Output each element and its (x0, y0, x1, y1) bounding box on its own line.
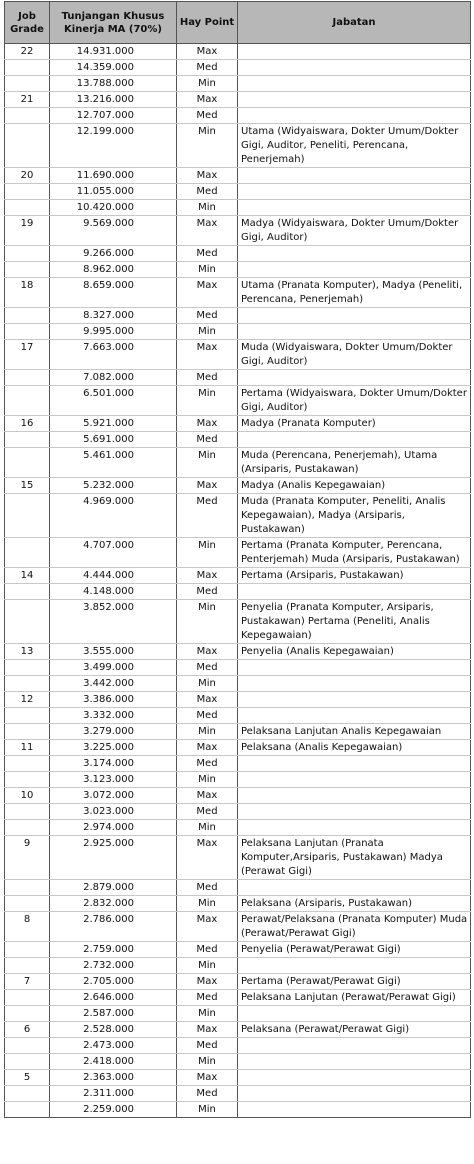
jabatan-cell (238, 200, 471, 216)
jabatan-cell (238, 788, 471, 804)
hay-point-cell: Min (177, 1006, 238, 1022)
hay-point-cell: Med (177, 660, 238, 676)
table-row (5, 836, 471, 880)
jabatan-cell: Utama (Pranata Komputer), Madya (Peneliti, Perencana, Penerjemah) (238, 278, 471, 308)
job-grade-cell (5, 1086, 50, 1102)
jabatan-cell: Pelaksana Lanjutan (Pranata Komputer,Arsiparis, Pustakawan) Madya (Perawat Gigi) (238, 836, 471, 880)
tunjangan-amount-cell: 2.587.000 (50, 1006, 177, 1022)
hay-point-cell: Med (177, 494, 238, 538)
jabatan-cell: Pertama (Perawat/Perawat Gigi) (238, 974, 471, 990)
hay-point-cell: Max (177, 44, 238, 60)
tunjangan-amount-cell: 14.359.000 (50, 60, 177, 76)
job-grade-cell (5, 60, 50, 76)
tunjangan-amount-cell: 3.332.000 (50, 708, 177, 724)
table-row (5, 324, 471, 340)
tunjangan-amount-cell: 3.123.000 (50, 772, 177, 788)
table-row (5, 568, 471, 584)
jabatan-cell (238, 76, 471, 92)
table-row (5, 676, 471, 692)
hay-point-cell: Max (177, 1022, 238, 1038)
job-grade-cell (5, 942, 50, 958)
table-row (5, 1054, 471, 1070)
hay-point-cell: Max (177, 836, 238, 880)
hay-point-cell: Min (177, 262, 238, 278)
table-body (5, 44, 471, 1118)
jabatan-cell (238, 708, 471, 724)
jabatan-cell (238, 692, 471, 708)
hay-point-cell: Max (177, 974, 238, 990)
jabatan-cell (238, 184, 471, 200)
hay-point-cell: Min (177, 1054, 238, 1070)
tunjangan-amount-cell: 3.023.000 (50, 804, 177, 820)
table-row (5, 386, 471, 416)
table-row (5, 1022, 471, 1038)
tunjangan-amount-cell: 2.705.000 (50, 974, 177, 990)
job-grade-cell: 9 (5, 836, 50, 880)
table-row (5, 246, 471, 262)
hay-point-cell: Max (177, 788, 238, 804)
job-grade-cell: 15 (5, 478, 50, 494)
header-tunjangan: Tunjangan Khusus Kinerja MA (70%) (50, 2, 177, 44)
jabatan-cell (238, 772, 471, 788)
job-grade-cell: 14 (5, 568, 50, 584)
table-row (5, 416, 471, 432)
job-grade-cell (5, 246, 50, 262)
job-grade-cell (5, 386, 50, 416)
grade-table-container (4, 1, 470, 1118)
table-row (5, 958, 471, 974)
jabatan-cell (238, 676, 471, 692)
job-grade-cell (5, 756, 50, 772)
table-row (5, 990, 471, 1006)
jabatan-cell: Muda (Pranata Komputer, Peneliti, Analis Kepegawaian), Madya (Arsiparis, Pustakawan) (238, 494, 471, 538)
job-grade-cell (5, 108, 50, 124)
table-row (5, 724, 471, 740)
tunjangan-amount-cell: 12.199.000 (50, 124, 177, 168)
hay-point-cell: Med (177, 756, 238, 772)
tunjangan-amount-cell: 3.072.000 (50, 788, 177, 804)
hay-point-cell: Min (177, 124, 238, 168)
hay-point-cell: Med (177, 184, 238, 200)
jabatan-cell (238, 880, 471, 896)
hay-point-cell: Med (177, 880, 238, 896)
job-grade-cell (5, 76, 50, 92)
job-grade-cell (5, 584, 50, 600)
tunjangan-amount-cell: 8.659.000 (50, 278, 177, 308)
jabatan-cell (238, 958, 471, 974)
job-grade-cell (5, 538, 50, 568)
jabatan-cell (238, 92, 471, 108)
jabatan-cell: Pelaksana Lanjutan Analis Kepegawaian (238, 724, 471, 740)
jabatan-cell (238, 60, 471, 76)
jabatan-cell (238, 370, 471, 386)
job-grade-cell (5, 370, 50, 386)
table-row (5, 494, 471, 538)
tunjangan-amount-cell: 6.501.000 (50, 386, 177, 416)
job-grade-cell: 18 (5, 278, 50, 308)
job-grade-cell: 20 (5, 168, 50, 184)
tunjangan-amount-cell: 2.418.000 (50, 1054, 177, 1070)
job-grade-cell (5, 676, 50, 692)
job-grade-cell (5, 1054, 50, 1070)
hay-point-cell: Min (177, 958, 238, 974)
job-grade-cell: 5 (5, 1070, 50, 1086)
hay-point-cell: Med (177, 1038, 238, 1054)
tunjangan-amount-cell: 3.279.000 (50, 724, 177, 740)
table-row (5, 200, 471, 216)
job-grade-cell (5, 880, 50, 896)
table-row (5, 44, 471, 60)
job-grade-cell (5, 896, 50, 912)
table-row (5, 478, 471, 494)
tunjangan-amount-cell: 2.925.000 (50, 836, 177, 880)
job-grade-cell: 12 (5, 692, 50, 708)
hay-point-cell: Max (177, 692, 238, 708)
hay-point-cell: Max (177, 1070, 238, 1086)
job-grade-cell (5, 262, 50, 278)
job-grade-cell (5, 708, 50, 724)
table-row (5, 708, 471, 724)
table-row (5, 1038, 471, 1054)
jabatan-cell (238, 820, 471, 836)
hay-point-cell: Med (177, 708, 238, 724)
jabatan-cell (238, 1102, 471, 1118)
table-header-row (5, 2, 471, 44)
hay-point-cell: Max (177, 740, 238, 756)
job-grade-cell (5, 1102, 50, 1118)
tunjangan-amount-cell: 4.707.000 (50, 538, 177, 568)
tunjangan-amount-cell: 4.148.000 (50, 584, 177, 600)
jabatan-cell (238, 262, 471, 278)
tunjangan-amount-cell: 9.266.000 (50, 246, 177, 262)
tunjangan-amount-cell: 3.499.000 (50, 660, 177, 676)
tunjangan-amount-cell: 7.663.000 (50, 340, 177, 370)
job-grade-cell (5, 772, 50, 788)
tunjangan-amount-cell: 3.174.000 (50, 756, 177, 772)
jabatan-cell: Pelaksana (Analis Kepegawaian) (238, 740, 471, 756)
job-grade-cell (5, 494, 50, 538)
table-row (5, 820, 471, 836)
job-grade-cell: 6 (5, 1022, 50, 1038)
tunjangan-amount-cell: 2.646.000 (50, 990, 177, 1006)
tunjangan-amount-cell: 8.962.000 (50, 262, 177, 278)
jabatan-cell (238, 1086, 471, 1102)
tunjangan-amount-cell: 9.995.000 (50, 324, 177, 340)
tunjangan-amount-cell: 5.691.000 (50, 432, 177, 448)
header-job-grade: Job Grade (5, 2, 50, 44)
jabatan-cell: Utama (Widyaiswara, Dokter Umum/Dokter Gigi, Auditor, Peneliti, Perencana, Penerjemah) (238, 124, 471, 168)
table-row (5, 644, 471, 660)
jabatan-cell: Perawat/Pelaksana (Pranata Komputer) Muda (Perawat/Perawat Gigi) (238, 912, 471, 942)
table-row (5, 1070, 471, 1086)
tunjangan-amount-cell: 3.852.000 (50, 600, 177, 644)
job-grade-cell: 7 (5, 974, 50, 990)
hay-point-cell: Min (177, 386, 238, 416)
tunjangan-amount-cell: 2.759.000 (50, 942, 177, 958)
hay-point-cell: Med (177, 1086, 238, 1102)
job-grade-cell (5, 1006, 50, 1022)
tunjangan-amount-cell: 2.732.000 (50, 958, 177, 974)
jabatan-cell (238, 108, 471, 124)
tunjangan-amount-cell: 3.442.000 (50, 676, 177, 692)
hay-point-cell: Max (177, 912, 238, 942)
job-grade-cell: 17 (5, 340, 50, 370)
hay-point-cell: Max (177, 340, 238, 370)
tunjangan-amount-cell: 4.444.000 (50, 568, 177, 584)
jabatan-cell (238, 324, 471, 340)
hay-point-cell: Max (177, 478, 238, 494)
table-row (5, 788, 471, 804)
table-row (5, 278, 471, 308)
hay-point-cell: Min (177, 1102, 238, 1118)
hay-point-cell: Min (177, 676, 238, 692)
job-grade-cell (5, 448, 50, 478)
job-grade-cell: 21 (5, 92, 50, 108)
hay-point-cell: Min (177, 600, 238, 644)
jabatan-cell: Pelaksana (Perawat/Perawat Gigi) (238, 1022, 471, 1038)
job-grade-cell: 19 (5, 216, 50, 246)
job-grade-cell (5, 804, 50, 820)
hay-point-cell: Max (177, 568, 238, 584)
tunjangan-amount-cell: 2.363.000 (50, 1070, 177, 1086)
hay-point-cell: Min (177, 324, 238, 340)
tunjangan-amount-cell: 5.232.000 (50, 478, 177, 494)
hay-point-cell: Min (177, 200, 238, 216)
hay-point-cell: Med (177, 990, 238, 1006)
table-row (5, 60, 471, 76)
job-grade-cell: 10 (5, 788, 50, 804)
header-jabatan: Jabatan (238, 2, 471, 44)
hay-point-cell: Med (177, 60, 238, 76)
job-grade-cell: 11 (5, 740, 50, 756)
table-row (5, 584, 471, 600)
hay-point-cell: Med (177, 246, 238, 262)
jabatan-cell: Penyelia (Perawat/Perawat Gigi) (238, 942, 471, 958)
job-grade-cell (5, 308, 50, 324)
tunjangan-amount-cell: 2.832.000 (50, 896, 177, 912)
table-row (5, 432, 471, 448)
job-grade-cell: 22 (5, 44, 50, 60)
table-row (5, 740, 471, 756)
table-row (5, 1102, 471, 1118)
tunjangan-amount-cell: 2.473.000 (50, 1038, 177, 1054)
tunjangan-amount-cell: 2.786.000 (50, 912, 177, 942)
hay-point-cell: Min (177, 772, 238, 788)
hay-point-cell: Max (177, 216, 238, 246)
jabatan-cell: Muda (Widyaiswara, Dokter Umum/Dokter Gigi, Auditor) (238, 340, 471, 370)
table-row (5, 942, 471, 958)
table-row (5, 262, 471, 278)
tunjangan-amount-cell: 5.461.000 (50, 448, 177, 478)
table-row (5, 896, 471, 912)
hay-point-cell: Med (177, 308, 238, 324)
jabatan-cell (238, 660, 471, 676)
jabatan-cell: Pelaksana Lanjutan (Perawat/Perawat Gigi) (238, 990, 471, 1006)
jabatan-cell (238, 1038, 471, 1054)
tunjangan-amount-cell: 13.216.000 (50, 92, 177, 108)
hay-point-cell: Max (177, 644, 238, 660)
job-grade-cell (5, 724, 50, 740)
job-grade-cell (5, 600, 50, 644)
jabatan-cell: Madya (Analis Kepegawaian) (238, 478, 471, 494)
hay-point-cell: Max (177, 92, 238, 108)
jabatan-cell: Pertama (Arsiparis, Pustakawan) (238, 568, 471, 584)
tunjangan-amount-cell: 10.420.000 (50, 200, 177, 216)
jabatan-cell: Pelaksana (Arsiparis, Pustakawan) (238, 896, 471, 912)
table-row (5, 168, 471, 184)
tunjangan-amount-cell: 9.569.000 (50, 216, 177, 246)
hay-point-cell: Max (177, 168, 238, 184)
jabatan-cell (238, 44, 471, 60)
hay-point-cell: Med (177, 432, 238, 448)
job-grade-cell (5, 660, 50, 676)
table-row (5, 772, 471, 788)
table-row (5, 1006, 471, 1022)
tunjangan-amount-cell: 8.327.000 (50, 308, 177, 324)
table-row (5, 538, 471, 568)
table-row (5, 660, 471, 676)
jabatan-cell: Pertama (Widyaiswara, Dokter Umum/Dokter Gigi, Auditor) (238, 386, 471, 416)
hay-point-cell: Med (177, 804, 238, 820)
tunjangan-amount-cell: 4.969.000 (50, 494, 177, 538)
table-row (5, 76, 471, 92)
hay-point-cell: Min (177, 448, 238, 478)
tunjangan-amount-cell: 3.225.000 (50, 740, 177, 756)
table-row (5, 1086, 471, 1102)
hay-point-cell: Max (177, 278, 238, 308)
hay-point-cell: Min (177, 820, 238, 836)
hay-point-cell: Med (177, 584, 238, 600)
tunjangan-amount-cell: 12.707.000 (50, 108, 177, 124)
jabatan-cell (238, 246, 471, 262)
table-row (5, 308, 471, 324)
job-grade-cell (5, 958, 50, 974)
table-row (5, 124, 471, 168)
jabatan-cell: Muda (Perencana, Penerjemah), Utama (Arsiparis, Pustakawan) (238, 448, 471, 478)
hay-point-cell: Min (177, 76, 238, 92)
hay-point-cell: Med (177, 942, 238, 958)
jabatan-cell (238, 1070, 471, 1086)
hay-point-cell: Min (177, 896, 238, 912)
tunjangan-amount-cell: 2.528.000 (50, 1022, 177, 1038)
header-hay-point: Hay Point (177, 2, 238, 44)
jabatan-cell: Madya (Widyaiswara, Dokter Umum/Dokter Gigi, Auditor) (238, 216, 471, 246)
tunjangan-amount-cell: 3.555.000 (50, 644, 177, 660)
tunjangan-amount-cell: 5.921.000 (50, 416, 177, 432)
job-grade-cell (5, 432, 50, 448)
jabatan-cell (238, 308, 471, 324)
jabatan-cell (238, 804, 471, 820)
hay-point-cell: Med (177, 370, 238, 386)
jabatan-cell: Penyelia (Analis Kepegawaian) (238, 644, 471, 660)
table-row (5, 804, 471, 820)
jabatan-cell: Madya (Pranata Komputer) (238, 416, 471, 432)
jabatan-cell (238, 1054, 471, 1070)
table-row (5, 600, 471, 644)
tunjangan-amount-cell: 2.311.000 (50, 1086, 177, 1102)
jabatan-cell (238, 756, 471, 772)
job-grade-cell: 8 (5, 912, 50, 942)
tunjangan-amount-cell: 11.055.000 (50, 184, 177, 200)
table-row (5, 756, 471, 772)
tunjangan-amount-cell: 7.082.000 (50, 370, 177, 386)
table-row (5, 216, 471, 246)
job-grade-cell (5, 200, 50, 216)
table-row (5, 370, 471, 386)
jabatan-cell: Pertama (Pranata Komputer, Perencana, Penterjemah) Muda (Arsiparis, Pustakawan) (238, 538, 471, 568)
hay-point-cell: Min (177, 724, 238, 740)
job-grade-cell (5, 184, 50, 200)
table-row (5, 974, 471, 990)
table-row (5, 340, 471, 370)
job-grade-cell: 16 (5, 416, 50, 432)
table-row (5, 912, 471, 942)
grade-table (4, 1, 471, 1118)
job-grade-cell: 13 (5, 644, 50, 660)
hay-point-cell: Med (177, 108, 238, 124)
hay-point-cell: Max (177, 416, 238, 432)
table-row (5, 692, 471, 708)
job-grade-cell (5, 1038, 50, 1054)
table-row (5, 92, 471, 108)
table-row (5, 184, 471, 200)
job-grade-cell (5, 324, 50, 340)
job-grade-cell (5, 820, 50, 836)
jabatan-cell (238, 432, 471, 448)
table-row (5, 448, 471, 478)
jabatan-cell (238, 584, 471, 600)
jabatan-cell (238, 1006, 471, 1022)
jabatan-cell (238, 168, 471, 184)
job-grade-cell (5, 124, 50, 168)
tunjangan-amount-cell: 2.879.000 (50, 880, 177, 896)
job-grade-cell (5, 990, 50, 1006)
tunjangan-amount-cell: 3.386.000 (50, 692, 177, 708)
table-row (5, 108, 471, 124)
tunjangan-amount-cell: 13.788.000 (50, 76, 177, 92)
tunjangan-amount-cell: 11.690.000 (50, 168, 177, 184)
jabatan-cell: Penyelia (Pranata Komputer, Arsiparis, Pustakawan) Pertama (Peneliti, Analis Kepegawaian) (238, 600, 471, 644)
tunjangan-amount-cell: 2.974.000 (50, 820, 177, 836)
hay-point-cell: Min (177, 538, 238, 568)
tunjangan-amount-cell: 2.259.000 (50, 1102, 177, 1118)
table-row (5, 880, 471, 896)
tunjangan-amount-cell: 14.931.000 (50, 44, 177, 60)
